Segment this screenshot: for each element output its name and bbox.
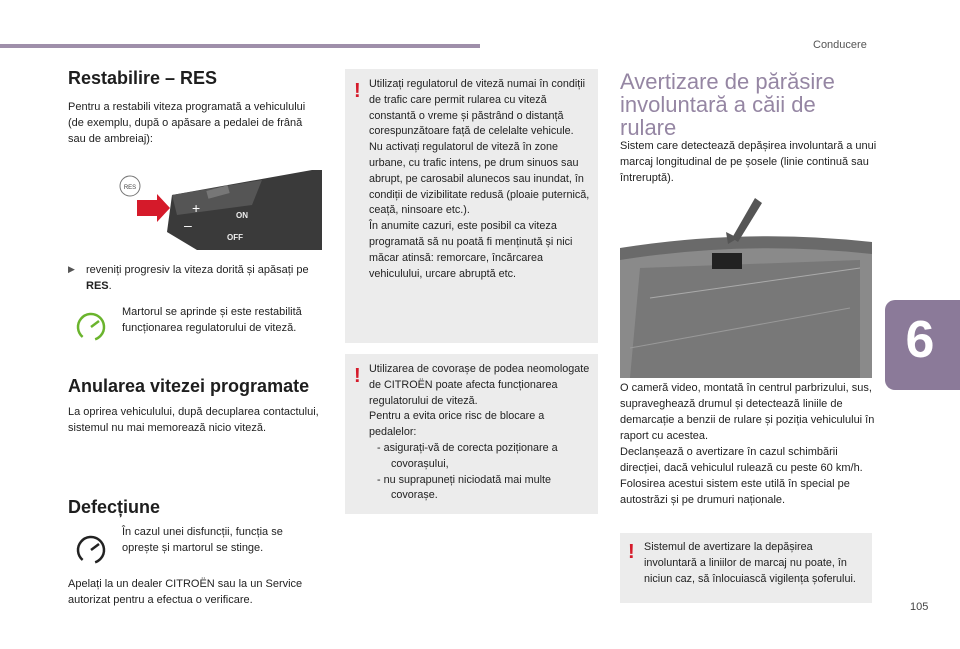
section-title: Conducere	[813, 39, 867, 51]
page-number: 105	[910, 601, 929, 613]
warning2-list	[369, 441, 591, 504]
warning2-text: Utilizarea de covorașe de podea neomologate de CITROËN poate afecta funcționarea regulatorului de viteză.	[369, 363, 590, 407]
bullet-arrow-icon: ▶	[68, 264, 75, 274]
res-label: RES	[123, 185, 137, 191]
lane-warning-title: Avertizare de părăsire involuntară a căii de rulare	[620, 69, 835, 140]
warning1-text: Utilizați regulatorul de viteză numai în condiții de trafic care permit rularea cu viteză constantă o vreme și păstrând o distanță corespunzătoare față de celelalte vehicule.	[369, 78, 586, 138]
res-heading: Restabilire – RES	[68, 68, 218, 88]
list-item: - asigurați-vă de corecta poziționare a covorașului,	[369, 441, 591, 473]
lane-intro-paragraph: Sistem care detectează depășirea involuntară a unui marcaj longitudinal de pe șosele (linie continuă sau întreruptă).	[620, 140, 877, 184]
warning2b-text: Pentru a evita orice risc de blocare a pedalelor:	[369, 410, 545, 439]
warning-exclamation-icon: !	[354, 365, 361, 387]
warning-box-3	[620, 533, 872, 603]
gauge-icon	[74, 533, 108, 567]
camera-paragraph: O cameră video, montată în centrul parbrizului, sus, supraveghează drumul și detectează liniile de demarcație a benzii de rulare și poziția vehiculului în raport cu acestea.	[620, 382, 875, 442]
off-label: OFF	[227, 233, 243, 242]
list-item: - nu suprapuneți niciodată mai multe covorașe.	[369, 473, 591, 505]
svg-text:+: +	[192, 200, 201, 216]
cruise-control-lever-image	[112, 170, 322, 250]
cancel-paragraph: La oprirea vehiculului, după decuplarea contactului, sistemul nu mai memorează nicio viteză.	[68, 406, 319, 434]
lane-body-text	[620, 380, 878, 508]
warning-exclamation-icon: !	[354, 80, 361, 102]
res-label-circle	[120, 176, 140, 196]
header-bar	[0, 44, 480, 48]
res-paragraph: Pentru a restabili viteza programată a vehiculului (de exemplu, după o apăsare a pedalei de frână sau de ambreiaj):	[68, 101, 306, 145]
on-label: ON	[236, 211, 248, 220]
trigger-paragraph: Declanșează o avertizare în cazul schimbării direcției, dacă vehiculul rulează cu peste 60 km/h.	[620, 446, 863, 474]
svg-text:–: –	[184, 217, 192, 233]
fault-heading: Defecțiune	[68, 497, 161, 517]
windshield-camera-image	[620, 198, 872, 378]
cancel-heading: Anularea vitezei programate	[68, 376, 310, 396]
warning1b-text: Nu activați regulatorul de viteză în zone urbane, cu trafic intens, pe drum sinuos sau abrupt, pe carosabil alunecos sau inundat, în condiții de vizibilitate redusă (ploaie puternică, ceață, ninsoare etc.).	[369, 141, 590, 217]
warning-exclamation-icon: !	[628, 541, 635, 563]
warning-box-2	[345, 354, 598, 514]
usage-paragraph: Folosirea acestui sistem este utilă în special pe autostrăzi și pe drumuri naționale.	[620, 478, 850, 506]
warning1c-text: În anumite cazuri, este posibil ca viteza programată să nu poată fi menținută și nici măcar atinsă: remorcare, încărcarea vehiculului, urcare abruptă etc.	[369, 220, 573, 280]
gauge-icon	[74, 310, 108, 344]
warning-box-1	[345, 69, 598, 343]
fault-paragraph: În cazul unei disfuncții, funcția se oprește și martorul se stinge.	[122, 526, 283, 554]
chapter-number: 6	[905, 311, 935, 369]
step-bold: RES	[86, 280, 109, 292]
step-item: ▶ reveniți progresiv la viteza dorită și apăsați pe RES.	[68, 264, 309, 292]
lane-warning-text: Sistemul de avertizare la depășirea involuntară a liniilor de marcaj nu poate, în niciun caz, să înlocuiască vigilența șoferului.	[644, 541, 856, 585]
camera-module	[712, 253, 742, 269]
step-text: reveniți progresiv la viteza dorită și apăsați pe	[86, 264, 309, 276]
lamp-paragraph: Martorul se aprinde și este restabilită funcționarea regulatorului de viteză.	[122, 306, 302, 334]
dealer-paragraph: Apelați la un dealer CITROËN sau la un Service autorizat pentru a efectua o verificare.	[68, 578, 303, 606]
